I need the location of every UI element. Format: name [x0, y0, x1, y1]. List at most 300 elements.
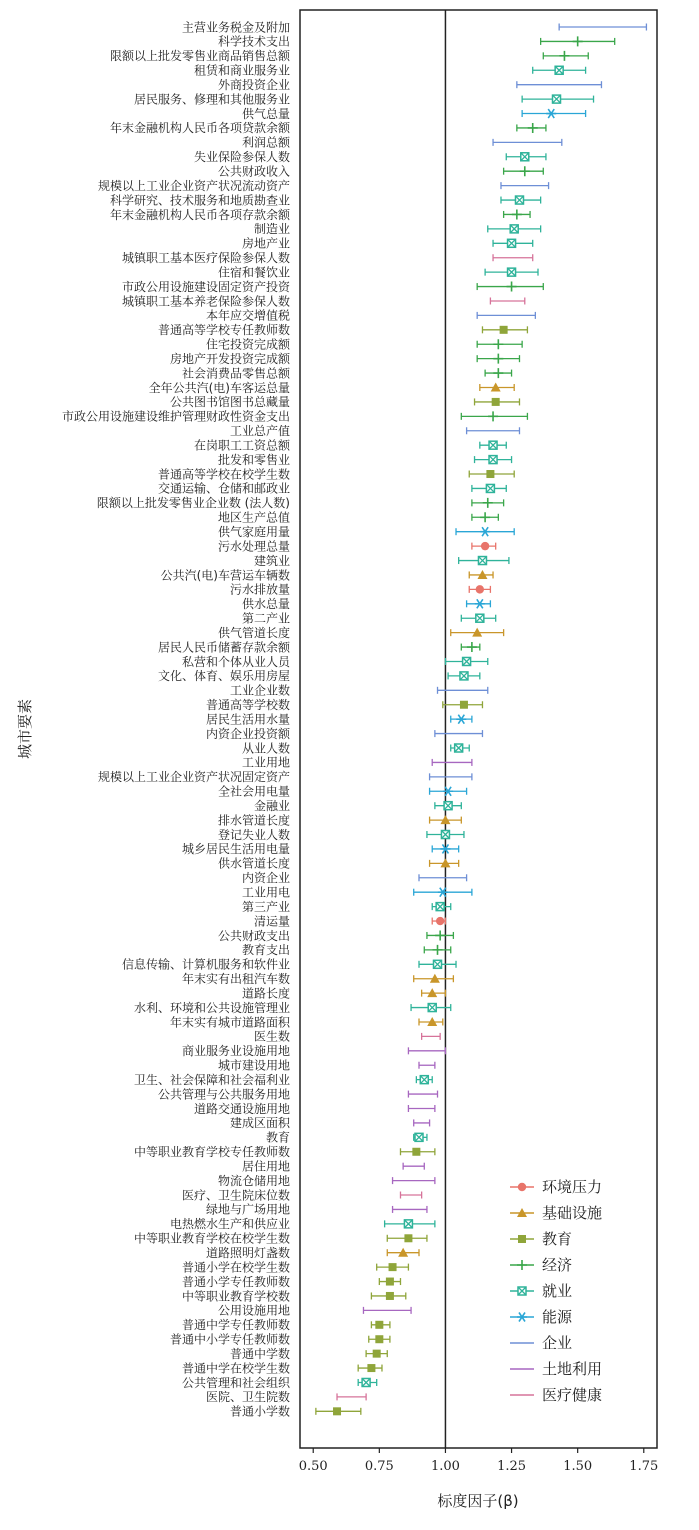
error-bar-45: [448, 672, 480, 680]
point-marker-12: [515, 196, 523, 204]
category-label-37: 建筑业: [253, 553, 290, 568]
error-bar-61: [432, 903, 451, 911]
category-label-2: 限额以上批发零售业商品销售总额: [109, 49, 290, 64]
category-label-31: 普通高等学校在校学生数: [157, 467, 290, 482]
point-marker-40: [475, 599, 485, 608]
category-label-13: 年末金融机构人民币各项存款余额: [109, 207, 290, 222]
category-label-92: 普通中学数: [229, 1346, 290, 1361]
category-label-78: 中等职业教育学校专任教师数: [133, 1145, 290, 1160]
legend-marker-0: [518, 1183, 526, 1191]
point-marker-48: [456, 715, 466, 724]
error-bar-78: [400, 1148, 434, 1156]
point-marker-13-shape: [512, 209, 522, 219]
error-bar-73: [416, 1076, 432, 1084]
point-marker-41: [476, 614, 484, 622]
point-marker-33-shape: [483, 498, 493, 508]
point-marker-88: [386, 1292, 394, 1300]
x-tick-label-3: 1.25: [497, 1459, 527, 1474]
error-bar-54: [435, 802, 461, 810]
point-marker-91: [375, 1335, 383, 1343]
legend-label-2: 教育: [542, 1230, 573, 1248]
error-bar-87: [379, 1278, 400, 1286]
point-marker-24: [493, 368, 503, 378]
error-bar-85: [387, 1248, 419, 1257]
error-bar-47: [443, 701, 483, 709]
point-marker-78: [412, 1148, 420, 1156]
error-bar-31: [469, 470, 514, 478]
category-label-25: 全年公共汽(电)车客运总量: [148, 380, 290, 395]
point-marker-44: [463, 657, 471, 665]
category-label-56: 登记失业人数: [217, 827, 290, 842]
category-label-91: 普通中小学专任教师数: [169, 1332, 290, 1347]
error-bar-71: [408, 1047, 445, 1054]
error-bar-96: [316, 1407, 361, 1415]
category-label-51: 工业用地: [241, 755, 290, 770]
category-label-72: 城市建设用地: [217, 1058, 290, 1073]
category-label-71: 商业服务业设施用地: [181, 1044, 290, 1059]
error-bar-80: [393, 1177, 435, 1184]
category-label-89: 公用设施用地: [217, 1303, 290, 1318]
point-marker-36-shape: [481, 542, 489, 550]
category-label-1: 科学技术支出: [217, 34, 290, 49]
point-marker-48-shape: [456, 715, 466, 724]
y-axis-title: 城市要素: [16, 698, 34, 760]
point-marker-86-shape: [389, 1263, 397, 1271]
error-bar-11: [501, 182, 549, 189]
error-bar-6: [522, 109, 585, 118]
error-bar-90: [371, 1321, 390, 1329]
category-label-88: 中等职业教育学校数: [181, 1289, 290, 1304]
error-bar-41: [461, 614, 495, 622]
point-marker-96: [333, 1407, 341, 1415]
point-marker-31: [486, 470, 494, 478]
error-bar-76: [414, 1119, 430, 1126]
error-bar-22: [477, 339, 522, 349]
point-marker-9: [521, 153, 529, 161]
point-marker-53: [443, 787, 453, 796]
category-label-9: 失业保险参保人数: [193, 150, 290, 165]
category-label-81: 医疗、卫生院床位数: [181, 1188, 290, 1203]
category-label-47: 普通高等学校数: [205, 698, 290, 713]
error-bar-16: [493, 254, 533, 261]
category-label-48: 居民生活用水量: [205, 712, 290, 727]
point-marker-6-shape: [546, 109, 556, 118]
error-bar-19: [490, 297, 524, 304]
legend-marker-2-shape: [518, 1235, 526, 1243]
point-marker-68: [428, 1004, 436, 1012]
x-tick-label-0: 0.50: [298, 1459, 328, 1474]
error-bar-8: [493, 139, 562, 146]
error-bar-34: [472, 512, 498, 522]
point-marker-40-shape: [475, 599, 485, 608]
category-labels: [62, 19, 291, 1418]
point-marker-60: [438, 888, 448, 897]
point-marker-78-shape: [412, 1148, 420, 1156]
error-bar-65: [419, 960, 456, 968]
point-marker-21: [500, 326, 508, 334]
error-bar-81: [400, 1192, 421, 1199]
point-marker-61: [436, 903, 444, 911]
error-bar-94: [358, 1378, 377, 1386]
error-bar-20: [477, 312, 535, 319]
category-label-11: 规模以上工业企业资产状况流动资产: [97, 178, 290, 193]
category-label-29: 在岗职工工资总额: [193, 438, 290, 453]
point-marker-47: [460, 701, 468, 709]
point-marker-83: [404, 1220, 412, 1228]
point-marker-7: [528, 123, 538, 133]
legend-item-1: [510, 1204, 602, 1222]
point-marker-56: [441, 831, 449, 839]
point-marker-27: [488, 411, 498, 421]
point-marker-13: [512, 209, 522, 219]
category-label-36: 污水处理总量: [217, 539, 290, 554]
category-label-70: 医生数: [253, 1029, 290, 1044]
error-bar-53: [430, 787, 467, 796]
point-marker-2: [559, 51, 569, 61]
legend-item-8: [510, 1386, 602, 1404]
error-bar-43: [461, 642, 480, 652]
category-label-38: 公共汽(电)车营运车辆数: [160, 568, 290, 583]
point-marker-30: [489, 456, 497, 464]
category-label-4: 外商投资企业: [217, 77, 290, 92]
category-label-19: 城镇职工基本养老保险参保人数: [121, 294, 290, 309]
category-label-18: 市政公用设施建设固定资产投资: [121, 279, 290, 294]
point-marker-2-shape: [559, 51, 569, 61]
category-label-41: 第二产业: [241, 611, 290, 626]
legend-marker-3: [517, 1260, 527, 1270]
legend-marker-5-shape: [517, 1313, 527, 1322]
legend: [510, 1178, 602, 1404]
error-bar-36: [472, 542, 496, 550]
category-label-39: 污水排放量: [229, 582, 290, 597]
point-marker-24-shape: [493, 368, 503, 378]
category-label-8: 利润总额: [241, 135, 290, 150]
category-label-40: 供水总量: [241, 597, 290, 612]
error-bar-26: [475, 398, 520, 406]
error-bar-72: [419, 1062, 435, 1069]
error-bar-0: [559, 24, 646, 31]
error-bar-59: [419, 874, 467, 881]
x-tick-label-4: 1.50: [563, 1459, 593, 1474]
category-label-79: 居住用地: [241, 1159, 290, 1174]
category-label-67: 道路长度: [241, 986, 290, 1001]
error-bar-42: [451, 628, 504, 637]
point-marker-63: [435, 930, 445, 940]
x-axis-ticks: [299, 1448, 659, 1474]
error-bar-3: [533, 66, 586, 74]
error-bar-64: [424, 945, 450, 955]
error-bar-88: [371, 1292, 405, 1300]
legend-marker-0-shape: [518, 1183, 526, 1191]
category-label-7: 年末金融机构人民币各项贷款余额: [109, 121, 290, 136]
error-bar-86: [377, 1263, 409, 1271]
error-bar-74: [408, 1091, 437, 1098]
point-marker-6: [546, 109, 556, 118]
category-label-58: 供水管道长度: [217, 856, 290, 871]
error-bar-69: [419, 1017, 443, 1026]
category-label-84: 中等职业教育学校在校学生数: [133, 1231, 290, 1246]
x-axis-title: 标度因子(β): [437, 1492, 519, 1510]
error-bar-37: [459, 557, 509, 565]
category-label-6: 供气总量: [241, 106, 290, 121]
error-bar-9: [506, 153, 546, 161]
category-label-44: 私营和个体从业人员: [181, 654, 290, 669]
error-bar-95: [337, 1393, 366, 1400]
category-label-35: 供气家庭用量: [217, 525, 290, 539]
point-marker-23-shape: [493, 354, 503, 364]
error-bar-4: [517, 81, 602, 88]
error-bar-39: [469, 585, 490, 593]
category-label-63: 公共财政支出: [217, 928, 290, 943]
category-label-5: 居民服务、修理和其他服务业: [133, 92, 290, 107]
category-label-24: 社会消费品零售总额: [181, 366, 290, 381]
point-marker-63-shape: [435, 930, 445, 940]
point-marker-22: [493, 339, 503, 349]
error-bar-62: [432, 917, 445, 925]
point-marker-65: [434, 960, 442, 968]
category-label-68: 水利、环境和公共设施管理业: [133, 1000, 290, 1015]
legend-label-7: 土地利用: [542, 1360, 603, 1378]
error-bar-14: [488, 225, 541, 233]
point-marker-45: [460, 672, 468, 680]
category-label-45: 文化、体育、娱乐用房屋: [157, 669, 290, 684]
error-bar-82: [393, 1206, 427, 1213]
category-label-95: 医院、卫生院数: [205, 1390, 290, 1405]
legend-label-0: 环境压力: [542, 1178, 603, 1196]
point-marker-62-shape: [436, 917, 444, 925]
legend-marker-4: [518, 1287, 526, 1295]
error-bar-55: [430, 815, 462, 824]
point-marker-87-shape: [386, 1278, 394, 1286]
point-marker-60-shape: [438, 888, 448, 897]
error-bar-35: [456, 527, 514, 536]
error-bar-93: [358, 1364, 382, 1372]
point-marker-77: [415, 1133, 423, 1141]
error-bar-63: [427, 930, 453, 940]
point-marker-90: [375, 1321, 383, 1329]
error-bar-32: [472, 484, 506, 492]
category-label-96: 普通小学数: [229, 1404, 290, 1419]
point-marker-96-shape: [333, 1407, 341, 1415]
point-marker-1: [573, 36, 583, 46]
legend-item-0: [510, 1178, 602, 1196]
point-marker-73: [420, 1076, 428, 1084]
point-marker-18-shape: [507, 282, 517, 292]
error-bar-58: [430, 858, 459, 867]
point-marker-54: [444, 802, 452, 810]
error-bar-79: [403, 1163, 424, 1170]
point-marker-1-shape: [573, 36, 583, 46]
category-label-22: 住宅投资完成额: [205, 337, 290, 352]
category-label-52: 规模以上工业企业资产状况固定资产: [97, 770, 290, 785]
point-marker-10: [520, 166, 530, 176]
error-bar-13: [504, 209, 530, 219]
point-marker-10-shape: [520, 166, 530, 176]
point-marker-33: [483, 498, 493, 508]
category-label-94: 公共管理和社会组织: [181, 1375, 290, 1390]
legend-label-3: 经济: [542, 1256, 573, 1274]
point-marker-43-shape: [467, 642, 477, 652]
point-marker-93-shape: [367, 1364, 375, 1372]
error-bar-2: [543, 51, 588, 61]
error-bar-33: [472, 498, 504, 508]
legend-item-2: [510, 1230, 572, 1248]
point-marker-92-shape: [373, 1350, 381, 1358]
error-bar-49: [435, 730, 483, 737]
error-bar-70: [422, 1033, 441, 1040]
error-bar-66: [414, 974, 454, 983]
error-bar-89: [363, 1307, 411, 1314]
category-label-90: 普通中学专任教师数: [181, 1318, 290, 1333]
point-marker-53-shape: [443, 787, 453, 796]
point-marker-32: [486, 484, 494, 492]
category-label-28: 工业总产值: [229, 424, 290, 439]
error-bar-7: [517, 123, 546, 133]
point-marker-35: [480, 527, 490, 536]
error-bar-52: [430, 773, 472, 780]
error-bar-24: [485, 368, 511, 378]
legend-item-7: [510, 1360, 602, 1378]
error-bar-48: [451, 715, 472, 724]
error-bar-75: [408, 1105, 434, 1112]
category-label-69: 年末实有城市道路面积: [169, 1015, 290, 1030]
error-bar-83: [385, 1220, 435, 1228]
category-label-75: 道路交通设施用地: [193, 1101, 290, 1116]
error-bar-77: [414, 1133, 427, 1141]
legend-label-4: 就业: [542, 1282, 573, 1300]
category-label-53: 全社会用电量: [217, 784, 290, 799]
error-bar-29: [480, 441, 506, 449]
category-label-73: 卫生、社会保障和社会福利业: [133, 1072, 290, 1087]
category-label-64: 教育支出: [241, 943, 290, 958]
error-bar-50: [451, 744, 470, 752]
legend-label-5: 能源: [542, 1308, 573, 1326]
error-bar-25: [480, 383, 514, 392]
x-tick-label-5: 1.75: [629, 1459, 659, 1474]
point-marker-34-shape: [480, 512, 490, 522]
error-bar-40: [467, 599, 491, 608]
point-marker-92: [373, 1350, 381, 1358]
point-marker-64-shape: [433, 945, 443, 955]
point-marker-18: [507, 282, 517, 292]
point-marker-21-shape: [500, 326, 508, 334]
category-label-26: 公共图书馆图书总藏量: [169, 395, 290, 410]
point-marker-7-shape: [528, 123, 538, 133]
category-label-21: 普通高等学校专任教师数: [157, 323, 290, 338]
category-label-0: 主营业务税金及附加: [181, 20, 290, 35]
error-bar-12: [501, 196, 541, 204]
category-label-14: 制造业: [253, 222, 290, 237]
legend-marker-3-shape: [517, 1260, 527, 1270]
legend-marker-2: [518, 1235, 526, 1243]
error-bar-84: [387, 1234, 427, 1242]
category-label-49: 内资企业投资额: [205, 726, 290, 741]
error-bar-38: [469, 570, 493, 579]
legend-marker-5: [517, 1313, 527, 1322]
point-marker-64: [433, 945, 443, 955]
category-label-10: 公共财政收入: [217, 164, 290, 179]
point-marker-3: [555, 66, 563, 74]
error-bar-92: [366, 1350, 387, 1358]
point-marker-31-shape: [486, 470, 494, 478]
legend-item-4: [510, 1282, 572, 1300]
point-marker-87: [386, 1278, 394, 1286]
point-marker-29: [489, 441, 497, 449]
category-label-76: 建成区面积: [229, 1116, 290, 1131]
point-marker-36: [481, 542, 489, 550]
category-label-50: 从业人数: [241, 741, 290, 756]
error-bar-27: [461, 411, 527, 421]
legend-item-5: [510, 1308, 573, 1326]
category-label-93: 普通中学在校学生数: [181, 1361, 290, 1376]
error-bar-51: [432, 759, 472, 766]
point-marker-84: [404, 1234, 412, 1242]
category-label-85: 道路照明灯盏数: [205, 1246, 290, 1260]
category-label-3: 租赁和商业服务业: [193, 63, 290, 78]
point-marker-86: [389, 1263, 397, 1271]
category-label-59: 内资企业: [241, 871, 290, 886]
point-marker-35-shape: [480, 527, 490, 536]
point-marker-39-shape: [476, 585, 484, 593]
category-label-43: 居民人民币储蓄存款余额: [157, 640, 290, 655]
x-tick-label-1: 0.75: [364, 1459, 394, 1474]
plot-frame: [300, 10, 657, 1448]
category-label-83: 电热燃水生产和供应业: [169, 1217, 290, 1232]
error-bar-17: [485, 268, 538, 276]
category-label-55: 排水管道长度: [217, 813, 290, 828]
category-label-20: 本年应交增值税: [205, 308, 290, 323]
error-bar-18: [477, 282, 543, 292]
error-bar-21: [482, 326, 527, 334]
point-marker-26-shape: [492, 398, 500, 406]
point-marker-90-shape: [375, 1321, 383, 1329]
error-bar-44: [445, 657, 487, 665]
point-marker-26: [492, 398, 500, 406]
point-marker-5: [553, 95, 561, 103]
category-label-87: 普通小学专任教师数: [181, 1274, 290, 1289]
category-label-46: 工业企业数: [229, 683, 290, 698]
error-bar-60: [414, 888, 472, 897]
category-label-57: 城乡居民生活用电量: [181, 842, 290, 857]
error-bar-30: [475, 456, 512, 464]
error-bar-56: [427, 831, 464, 839]
category-label-32: 交通运输、仓储和邮政业: [157, 481, 290, 496]
point-marker-91-shape: [375, 1335, 383, 1343]
point-marker-14: [510, 225, 518, 233]
category-label-77: 教育: [265, 1130, 290, 1145]
point-marker-22-shape: [493, 339, 503, 349]
error-bar-10: [504, 166, 544, 176]
legend-label-8: 医疗健康: [542, 1386, 603, 1404]
x-tick-label-2: 1.00: [430, 1459, 460, 1474]
point-marker-93: [367, 1364, 375, 1372]
point-marker-17: [508, 268, 516, 276]
error-bar-15: [493, 239, 533, 247]
category-label-27: 市政公用设施建设维护管理财政性资金支出: [61, 409, 290, 424]
error-bar-91: [369, 1335, 390, 1343]
legend-label-1: 基础设施: [542, 1204, 603, 1222]
point-marker-62: [436, 917, 444, 925]
category-label-62: 清运量: [253, 914, 290, 929]
point-marker-43: [467, 642, 477, 652]
error-bar-5: [522, 95, 593, 103]
point-marker-39: [476, 585, 484, 593]
category-label-60: 工业用电: [241, 885, 290, 900]
legend-item-3: [510, 1256, 572, 1274]
category-label-42: 供气管道长度: [217, 625, 290, 640]
point-marker-88-shape: [386, 1292, 394, 1300]
legend-item-6: [510, 1334, 572, 1352]
